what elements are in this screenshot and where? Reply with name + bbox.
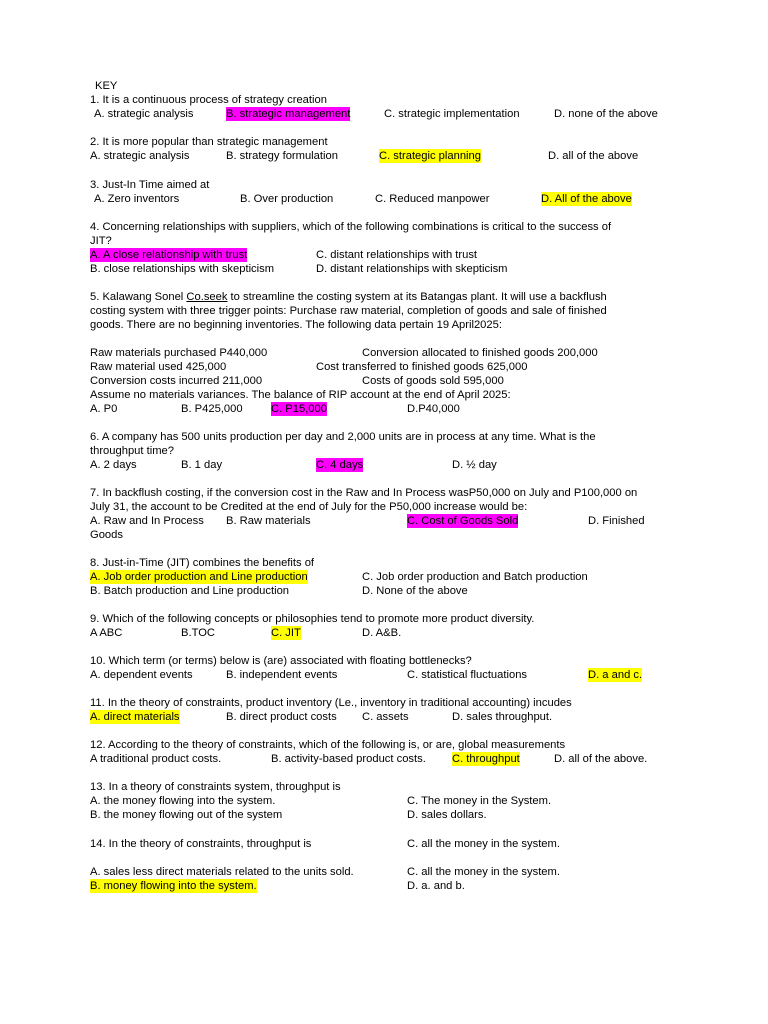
q4-stem-line-2 (0, 234, 768, 248)
option-d: D. all of the above. (554, 753, 648, 765)
question-stem: 1. It is a continuous process of strategy creation (90, 94, 327, 106)
q10-stem-line (0, 654, 768, 668)
option-d: D. all of the above (548, 150, 639, 162)
question-stem-cont: JIT? (90, 235, 112, 247)
q8-options-row-1 (0, 570, 768, 584)
key-label: KEY (95, 80, 118, 92)
q7-stem-line-2 (0, 500, 768, 514)
question-stem: 11. In the theory of constraints, product inventory (Le., inventory in traditional accounting) incudes (90, 697, 572, 709)
q12-options (0, 752, 768, 766)
question-stem: 8. Just-in-Time (JIT) combines the benefits of (90, 557, 315, 569)
option-d: D. A&B. (362, 627, 402, 639)
option-c-answer: C. JIT (271, 627, 301, 639)
q7-options (0, 514, 768, 528)
option-a: A. strategic analysis (90, 150, 190, 162)
option-b: B. Raw materials (226, 515, 311, 527)
option-a-answer: A. A close relationship with trust (90, 249, 248, 261)
option-d: D. a. and b. (407, 880, 465, 892)
q5-note-line (0, 388, 768, 402)
q6-stem-line-2 (0, 444, 768, 458)
q14-options-row-2 (0, 879, 768, 893)
option-d: D. distant relationships with skepticism (316, 263, 508, 275)
option-c-answer: C. Cost of Goods Sold (407, 515, 519, 527)
option-b: B. 1 day (181, 459, 223, 471)
option-b: B. the money flowing out of the system (90, 809, 283, 821)
option-d: D. sales throughput. (452, 711, 553, 723)
question-stem: 9. Which of the following concepts or philosophies tend to promote more product diversity. (90, 613, 535, 625)
option-c: C. all the money in the system. (407, 866, 560, 878)
question-note: Assume no materials variances. The balance of RIP account at the end of April 2025: (90, 389, 511, 401)
option-b-answer: B. strategic management (226, 108, 351, 120)
q7-stem-line-1 (0, 486, 768, 500)
q10-options (0, 668, 768, 682)
data-item: Raw material used 425,000 (90, 361, 227, 373)
option-d: D.P40,000 (407, 403, 460, 415)
question-stem-cont: throughput time? (90, 445, 174, 457)
option-a: A traditional product costs. (90, 753, 222, 765)
option-a: A. the money flowing into the system. (90, 795, 276, 807)
question-stem-pre: 5. Kalawang Sonel (90, 291, 187, 303)
q3-options (0, 192, 768, 206)
option-c: C. strategic implementation (384, 108, 520, 120)
question-stem-cont: July 31, the account to be Credited at the end of July for the P50,000 increase would be: (90, 501, 528, 513)
option-a-answer: A. Job order production and Line production (90, 571, 308, 583)
option-c: C. Reduced manpower (375, 193, 490, 205)
option-c: C. statistical fluctuations (407, 669, 528, 681)
option-b: B. strategy formulation (226, 150, 338, 162)
option-d: D. None of the above (362, 585, 468, 597)
q13-options-row-1 (0, 794, 768, 808)
q12-stem-line (0, 738, 768, 752)
option-b: B. P425,000 (181, 403, 243, 415)
question-stem-cont: costing system with three trigger points: Purchase raw material, completion of goods and sale of finished (90, 305, 607, 317)
q14-options-row-1 (0, 865, 768, 879)
option-c: C. The money in the System. (407, 795, 552, 807)
q9-options (0, 626, 768, 640)
q6-stem-line-1 (0, 430, 768, 444)
question-stem-post: to streamline the costing system at its Batangas plant. It will use a backflush (227, 291, 607, 303)
question-stem: 4. Concerning relationships with suppliers, which of the following combinations is critical to the success of (90, 221, 612, 233)
option-d: D. Finished (588, 515, 645, 527)
option-a: A. sales less direct materials related to the units sold. (90, 866, 354, 878)
q5-options (0, 402, 768, 416)
option-c-answer: C. P15,000 (271, 403, 327, 415)
option-d-answer: D. a and c. (588, 669, 643, 681)
option-a: A. P0 (90, 403, 118, 415)
option-b-answer: B. money flowing into the system. (90, 880, 257, 892)
option-a: A. Zero inventors (94, 193, 180, 205)
option-a-answer: A. direct materials (90, 711, 180, 723)
question-stem: 12. According to the theory of constraints, which of the following is, or are, global measurements (90, 739, 566, 751)
q2-stem-line (0, 135, 768, 149)
option-b: B. independent events (226, 669, 338, 681)
option-b: B. close relationships with skepticism (90, 263, 275, 275)
q9-stem-line (0, 612, 768, 626)
option-c-answer: C. strategic planning (379, 150, 481, 162)
data-item: Costs of goods sold 595,000 (362, 375, 504, 387)
q4-options-row-2 (0, 262, 768, 276)
q8-options-row-2 (0, 584, 768, 598)
question-stem: 13. In a theory of constraints system, throughput is (90, 781, 341, 793)
q7-options-cont (0, 528, 768, 542)
q13-stem-line (0, 780, 768, 794)
question-stem: 10. Which term (or terms) below is (are) associated with floating bottlenecks? (90, 655, 472, 667)
option-a: A. strategic analysis (94, 108, 194, 120)
option-b: B. direct product costs (226, 711, 337, 723)
q3-stem-line (0, 178, 768, 192)
option-a: A. dependent events (90, 669, 193, 681)
q4-options-row-1 (0, 248, 768, 262)
data-item: Conversion costs incurred 211,000 (90, 375, 263, 387)
option-c: C. assets (362, 711, 409, 723)
company-name-underlined: Co.seek (186, 291, 228, 303)
option-b: B.TOC (181, 627, 215, 639)
option-a: A ABC (90, 627, 123, 639)
option-c: C. Job order production and Batch production (362, 571, 588, 583)
option-a: A. 2 days (90, 459, 137, 471)
q11-stem-line (0, 696, 768, 710)
q5-stem-line-1 (0, 290, 768, 304)
q5-stem-line-2 (0, 304, 768, 318)
question-stem: 2. It is more popular than strategic management (90, 136, 328, 148)
option-c: C. distant relationships with trust (316, 249, 478, 261)
q4-stem-line-1 (0, 220, 768, 234)
q5-data-row-2 (0, 360, 768, 374)
option-a: A. Raw and In Process (90, 515, 204, 527)
question-stem: 6. A company has 500 units production per day and 2,000 units are in process at any time. What is the (90, 431, 596, 443)
data-item: Cost transferred to finished goods 625,000 (316, 361, 528, 373)
data-item: Conversion allocated to finished goods 200,000 (362, 347, 598, 359)
question-stem: 7. In backflush costing, if the conversion cost in the Raw and In Process wasP50,000 on July and P100,000 on (90, 487, 638, 499)
option-c-top: C. all the money in the system. (407, 838, 560, 850)
option-b: B. Over production (240, 193, 334, 205)
q13-options-row-2 (0, 808, 768, 822)
question-stem: 3. Just-In Time aimed at (90, 179, 210, 191)
q6-options (0, 458, 768, 472)
option-b: B. activity-based product costs. (271, 753, 426, 765)
question-stem: 14. In the theory of constraints, throughput is (90, 838, 312, 850)
question-stem-cont: goods. There are no beginning inventories. The following data pertain 19 April2025: (90, 319, 502, 331)
question-stem (90, 290, 607, 304)
data-item: Raw materials purchased P440,000 (90, 347, 268, 359)
q1-stem-line (0, 93, 768, 107)
q5-data-row-3 (0, 374, 768, 388)
option-c-answer: C. 4 days (316, 459, 364, 471)
q1-options (0, 107, 768, 121)
q5-stem-line-3 (0, 318, 768, 332)
option-d-cont: Goods (90, 529, 123, 541)
option-d-answer: D. All of the above (541, 193, 632, 205)
key-line (0, 79, 768, 93)
option-c-answer: C. throughput (452, 753, 520, 765)
q14-stem-line (0, 837, 768, 851)
option-d: D. ½ day (452, 459, 497, 471)
option-b: B. Batch production and Line production (90, 585, 290, 597)
q5-data-row-1 (0, 346, 768, 360)
q8-stem-line (0, 556, 768, 570)
q2-options (0, 149, 768, 163)
q11-options (0, 710, 768, 724)
option-d: D. none of the above (554, 108, 658, 120)
option-d: D. sales dollars. (407, 809, 487, 821)
